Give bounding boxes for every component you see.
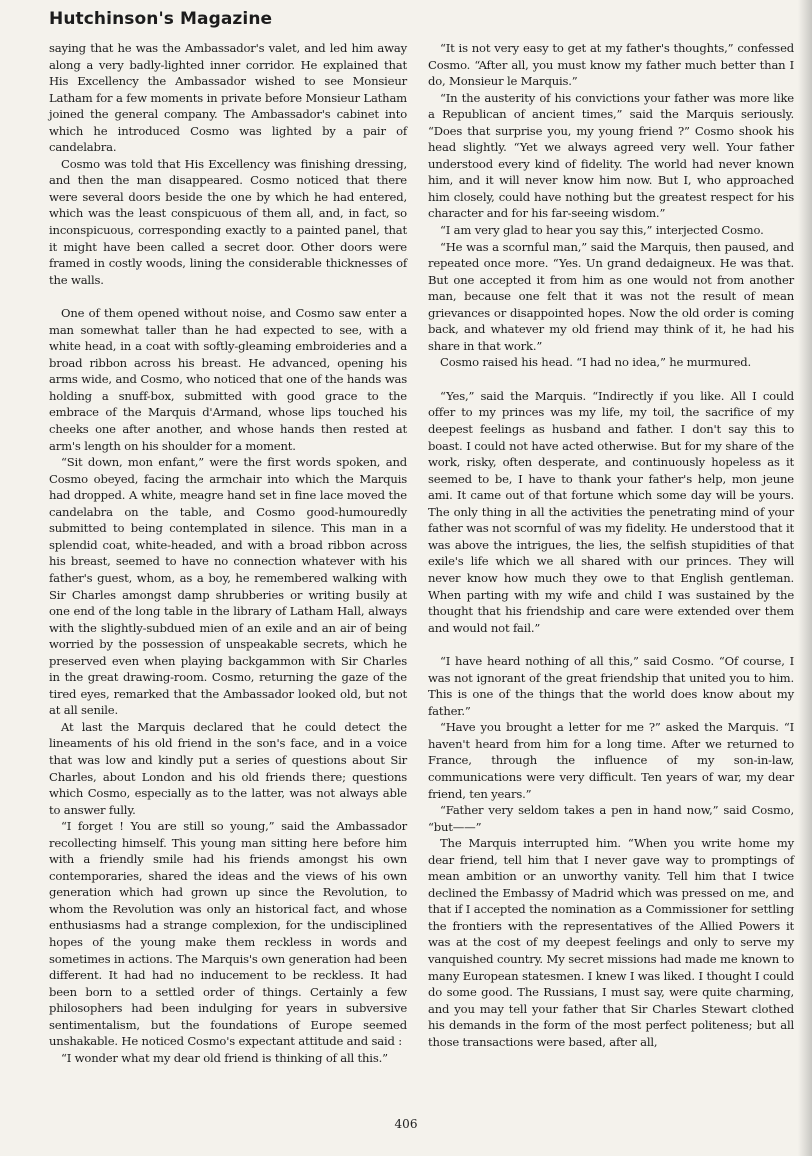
paragraph: “I forget ! You are still so young,” said the Ambassador recollecting himself. This young man sitting here before him with a friendly smile had his friends amongst his own contemporaries, shared the ideas and the views of his own generation which had grown up since the Revolution, to whom the Revolution was only an historical fact, and whose enthusiasms had a strange complexion, for the undisciplined hopes of the young make them reckless in words and sometimes in actions. The Marquis's own generation had been different. It had had no inducement to be reckless. It had been born to a settled order of things. Certainly a few philosophers had been indulging for years in subversive sentimentalism, but the foundations of Europe seemed unshakable. He noticed Cosmo's expectant attitude and said :: [49, 819, 407, 1049]
paragraph: “I have heard nothing of all this,” said Cosmo. “Of course, I was not ignorant of the great friendship that united you to him. This is one of the things that the world does know about my father.”: [428, 654, 794, 718]
paragraph: Cosmo raised his head. “I had no idea,” he murmured.: [440, 355, 752, 370]
left-column: [49, 40, 407, 1066]
page-edge-shadow: [798, 0, 812, 1156]
right-column: [428, 40, 794, 1050]
page-number: 406: [394, 1117, 418, 1131]
paragraph: “It is not very easy to get at my father's thoughts,” confessed Cosmo. “After all, you must know my father much better than I do, Monsieur le Marquis.”: [428, 41, 794, 89]
paragraph: “Have you brought a letter for me ?” asked the Marquis. “I haven't heard from him for a long time. After we returned to France, through the influence of my son-in-law, communications were very difficult. Ten years of war, my dear friend, ten years.”: [428, 720, 794, 801]
paragraph: “Yes,” said the Marquis. “Indirectly if you like. All I could offer to my princes was my life, my toil, the sacrifice of my deepest feelings as husband and father. I don't say this to boast. I could not have acted otherwise. But for my share of the work, risky, often desperate, and continuously hopeless as it seemed to be, I have to thank your father's help, mon jeune ami. It came out of that fortune which some day will be yours. The only thing in all the activities the penetrating mind of your father was not scornful of was my fidelity. He understood that it was above the intrigues, the lies, the selfish stupidities of that exile's life which we all shared with our princes. They will never know how much they owe to that English gentleman. When parting with my wife and child I was sustained by the thought that his friendship and care were extended over them and would not fail.”: [428, 388, 794, 635]
paragraph: “He was a scornful man,” said the Marquis, then paused, and repeated once more. “Yes. Un grand dedaigneux. He was that. But one accepted it from him as one would not from another man, because one felt that it was not the result of mean grievances or disappointed hopes. Now the old order is coming back, and whatever my old friend may think of it, he had his share in that work.”: [428, 239, 794, 353]
paragraph: One of them opened without noise, and Cosmo saw enter a man somewhat taller than he had expected to see, with a white head, in a coat with softly-gleaming embroideries and a broad ribbon across his breast. He advanced, opening his arms wide, and Cosmo, who noticed that one of the hands was holding a snuff-box, submitted with good grace to the embrace of the Marquis d'Armand, whose lips touched his cheeks one after another, and whose hands then rested at arm's length on his shoulder for a moment.: [49, 306, 407, 453]
paragraph: “In the austerity of his convictions your father was more like a Republican of ancient times,” said the Marquis seriously. “Does that surprise you, my young friend ?” Cosmo shook his head slightly. “Yet we always agreed very well. Your father understood every kind of fidelity. The world had never known him, and it will never know him now. But I, who approached him closely, could have nothing but the greatest respect for his character and for his far-seeing wisdom.”: [428, 90, 794, 221]
running-head: Hutchinson's Magazine: [49, 9, 273, 29]
paragraph: “Father very seldom takes a pen in hand now,” said Cosmo, “but——”: [428, 803, 794, 834]
paragraph: The Marquis interrupted him. “When you write home my dear friend, tell him that I never gave way to promptings of mean ambition or an unworthy vanity. Tell him that I twice declined the Embassy of Madrid which was pressed on me, and that if I accepted the nomination as a Commissioner for settling the frontiers with the representatives of the Allied Powers it was at the cost of my deepest feelings and only to serve my vanquished country. My secret missions had made me known to many European statesmen. I knew I was liked. I thought I could do some good. The Russians, I must say, were quite charming, and you may tell your father that Sir Charles Stewart clothed his demands in the form of the most perfect politeness; but all those transactions were based, after all,: [428, 836, 794, 1049]
paragraph: At last the Marquis declared that he could detect the lineaments of his old friend in the son's face, and in a voice that was low and kindly put a series of questions about Sir Charles, about London and his old friends there; questions which Cosmo, especially as to the latter, was not always able to answer fully.: [49, 719, 407, 817]
paragraph: “I am very glad to hear you say this,” interjected Cosmo.: [440, 223, 764, 238]
paragraph: “Sit down, mon enfant,” were the first words spoken, and Cosmo obeyed, facing the armchair into which the Marquis had dropped. A white, meagre hand set in fine lace moved the candelabra on the table, and Cosmo good-humouredly submitted to being contemplated in silence. This man in a splendid coat, white-headed, and with a broad ribbon across his breast, seemed to have no connection whatever with his father's guest, whom, as a boy, he remembered walking with Sir Charles amongst damp shrubberies or writing busily at one end of the long table in the library of Latham Hall, always with the slightly-subdued mien of an exile and an air of being worried by the possession of unspeakable secrets, which he preserved even when playing backgammon with Sir Charles in the great drawing-room. Cosmo, returning the gaze of the tired eyes, remarked that the Ambassador looked old, but not at all senile.: [49, 455, 407, 718]
paragraph: “I wonder what my dear old friend is thinking of all this.”: [61, 1050, 388, 1065]
paragraph: saying that he was the Ambassador's valet, and led him away along a very badly-lighted inner corridor. He explained that His Excellency the Ambassador wished to see Monsieur Latham for a few moments in private before Monsieur Latham joined the general company. The Ambassador's cabinet into which he introduced Cosmo was lighted by a pair of candelabra.: [49, 41, 407, 155]
paragraph: Cosmo was told that His Excellency was finishing dressing, and then the man disappeared. Cosmo noticed that there were several doors beside the one by which he had entered, which was the least conspicuous of them all, and, in fact, so inconspicuous, corresponding exactly to a painted panel, that it might have been called a secret door. Other doors were framed in costly woods, lining the considerable thicknesses of the walls.: [49, 156, 407, 287]
